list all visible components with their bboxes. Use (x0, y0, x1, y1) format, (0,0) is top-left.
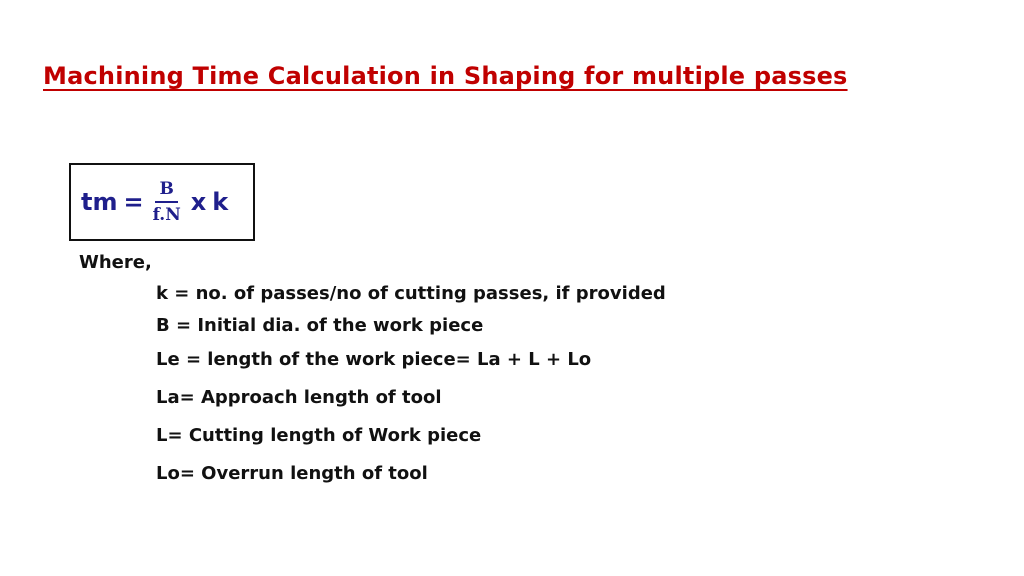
formula-fraction (149, 179, 185, 225)
formula-denominator: f.N (152, 205, 181, 225)
formula-times-sign: x (190, 188, 207, 216)
formula-lhs: tm (81, 188, 118, 216)
where-label: Where, (79, 252, 152, 273)
definition-lo: Lo= Overrun length of tool (156, 463, 428, 484)
formula-box (69, 163, 255, 241)
formula-numerator: B (155, 179, 177, 203)
definition-b: B = Initial dia. of the work piece (156, 315, 484, 336)
formula-factor: k (212, 188, 229, 216)
definition-k: k = no. of passes/no of cutting passes, if provided (156, 283, 666, 304)
formula-equals-sign: = (123, 188, 144, 216)
definition-l: L= Cutting length of Work piece (156, 425, 482, 446)
page-title: Machining Time Calculation in Shaping for multiple passes (43, 62, 848, 90)
definition-la: La= Approach length of tool (156, 387, 442, 408)
definition-le: Le = length of the work piece= La + L + Lo (156, 349, 592, 370)
